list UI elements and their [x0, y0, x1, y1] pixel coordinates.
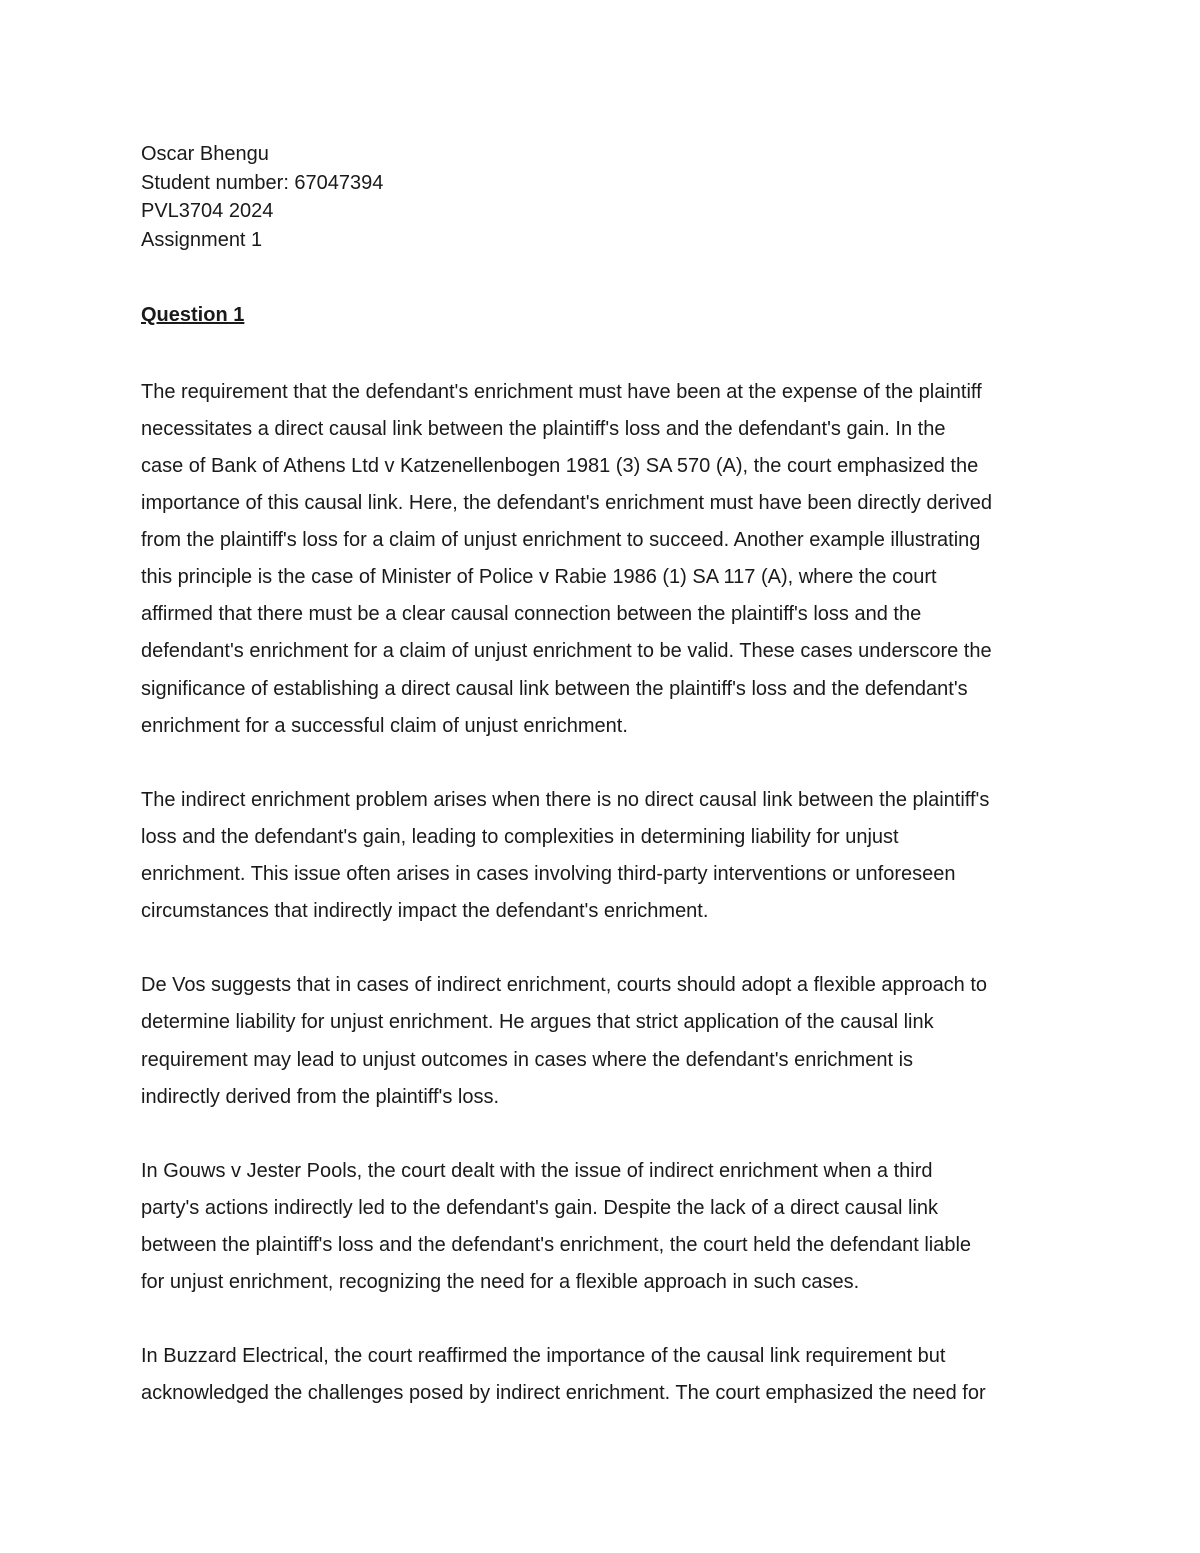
paragraph-line: The indirect enrichment problem arises when there is no direct causal link between the plaintiff's — [141, 788, 990, 811]
document-body — [141, 374, 1071, 1413]
paragraph-line: from the plaintiff's loss for a claim of unjust enrichment to succeed. Another example illustrating — [141, 529, 981, 552]
assignment-label: Assignment 1 — [141, 229, 263, 252]
paragraph-line: requirement may lead to unjust outcomes in cases where the defendant's enrichment is — [141, 1048, 914, 1071]
paragraph — [141, 1153, 1071, 1301]
paragraph-line: De Vos suggests that in cases of indirect enrichment, courts should adopt a flexible approach to — [141, 974, 988, 997]
paragraph-line: party's actions indirectly led to the defendant's gain. Despite the lack of a direct causal link — [141, 1196, 938, 1219]
paragraph — [141, 967, 1071, 1115]
paragraph-line: loss and the defendant's gain, leading to complexities in determining liability for unjust — [141, 825, 899, 848]
student-number: Student number: 67047394 — [141, 171, 384, 194]
paragraph-line: between the plaintiff's loss and the defendant's enrichment, the court held the defendant liable — [141, 1233, 972, 1256]
paragraph-line: determine liability for unjust enrichment. He argues that strict application of the causal link — [141, 1011, 934, 1034]
paragraph-line: case of Bank of Athens Ltd v Katzenellenbogen 1981 (3) SA 570 (A), the court emphasized the — [141, 455, 979, 477]
paragraph-line: In Buzzard Electrical, the court reaffirmed the importance of the causal link requirement but — [141, 1345, 946, 1368]
paragraph-line: for unjust enrichment, recognizing the need for a flexible approach in such cases. — [141, 1271, 860, 1294]
paragraph-line: significance of establishing a direct causal link between the plaintiff's loss and the defendant's — [141, 677, 968, 700]
paragraph-line: necessitates a direct causal link between the plaintiff's loss and the defendant's gain. In the — [141, 417, 946, 440]
document-page — [141, 140, 1071, 1450]
paragraph-line: importance of this causal link. Here, the defendant's enrichment must have been directly derived — [141, 492, 992, 515]
paragraph-line: acknowledged the challenges posed by indirect enrichment. The court emphasized the need for — [141, 1382, 986, 1405]
paragraph-line: defendant's enrichment for a claim of unjust enrichment to be valid. These cases underscore the — [141, 640, 992, 663]
course-code: PVL3704 2024 — [141, 200, 274, 223]
paragraph-line: enrichment for a successful claim of unjust enrichment. — [141, 714, 628, 737]
paragraph — [141, 1338, 1071, 1412]
paragraph-line: In Gouws v Jester Pools, the court dealt with the issue of indirect enrichment when a third — [141, 1159, 933, 1182]
paragraph-line: enrichment. This issue often arises in cases involving third-party interventions or unforeseen — [141, 863, 956, 886]
paragraph-line: The requirement that the defendant's enrichment must have been at the expense of the plaintiff — [141, 380, 982, 403]
author-name: Oscar Bhengu — [141, 143, 269, 165]
paragraph-line: this principle is the case of Minister of Police v Rabie 1986 (1) SA 117 (A), where the court — [141, 566, 937, 589]
paragraph-line: circumstances that indirectly impact the defendant's enrichment. — [141, 900, 709, 923]
paragraph — [141, 374, 1071, 745]
paragraph-line: affirmed that there must be a clear causal connection between the plaintiff's loss and the — [141, 603, 922, 626]
paragraph — [141, 782, 1071, 930]
question-heading: Question 1 — [141, 303, 245, 326]
paragraph-line: indirectly derived from the plaintiff's loss. — [141, 1085, 500, 1108]
author-header — [141, 140, 1071, 255]
